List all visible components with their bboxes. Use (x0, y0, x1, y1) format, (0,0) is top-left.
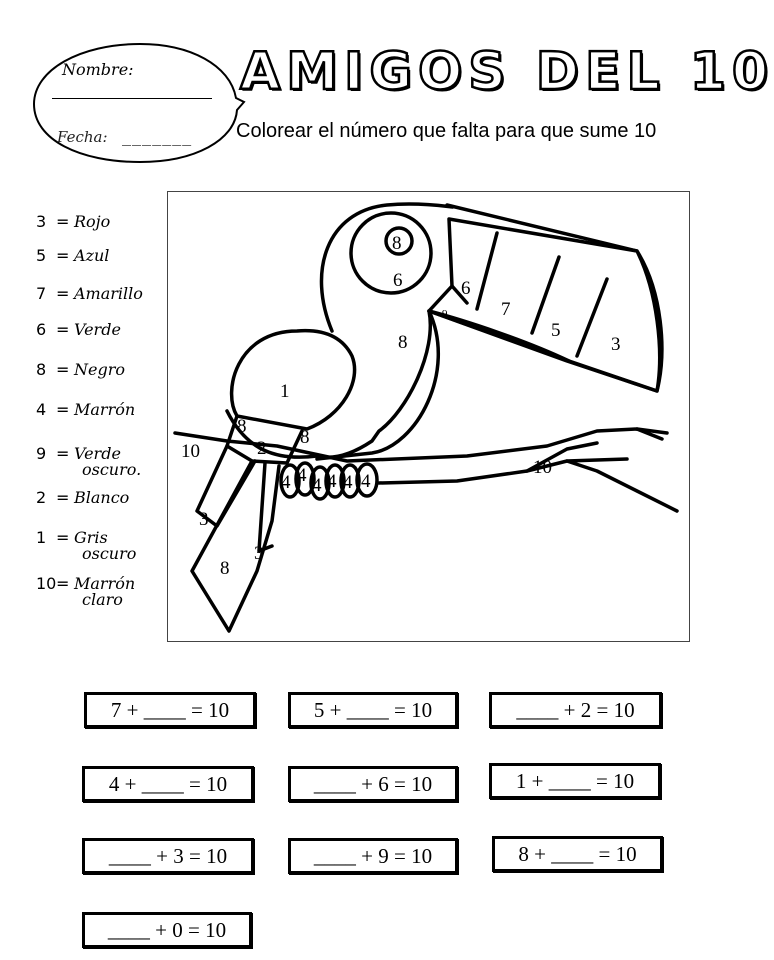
legend-equals: = (56, 488, 70, 507)
date-label: Fecha: (57, 128, 108, 146)
name-field[interactable] (52, 98, 212, 99)
legend-equals: = (56, 284, 70, 303)
legend-number: 1 (36, 528, 47, 547)
region-label: 4 (361, 471, 371, 492)
legend-item (36, 530, 136, 562)
legend-equals: = (56, 212, 70, 231)
legend-number: 6 (36, 320, 47, 339)
exercise-box[interactable]: 7 + ____ = 10 (84, 692, 256, 728)
exercise-box[interactable]: ____ + 9 = 10 (288, 838, 458, 874)
legend-item (36, 362, 125, 378)
legend-color: Negro (74, 360, 125, 379)
legend-number: 7 (36, 284, 47, 303)
legend-equals: = (56, 400, 70, 419)
region-label: 5 (551, 320, 561, 341)
legend-color: Rojo (74, 212, 111, 231)
name-date-bubble (30, 40, 245, 165)
legend-color: Blanco (74, 488, 130, 507)
page-title: AMIGOS DEL 10 (240, 42, 774, 102)
legend-color-line2: oscuro. (82, 460, 142, 479)
legend-number: 2 (36, 488, 47, 507)
legend-item (36, 214, 110, 230)
legend-item (36, 322, 121, 338)
legend-number: 3 (36, 212, 47, 231)
exercise-box[interactable]: ____ + 3 = 10 (82, 838, 254, 874)
legend-color: Azul (74, 246, 110, 265)
legend-color: Verde (74, 320, 121, 339)
legend-number: 4 (36, 400, 47, 419)
region-label: 4 (297, 465, 307, 486)
region-label: 4 (281, 472, 291, 493)
legend-item (36, 286, 143, 302)
legend-equals: = (56, 360, 70, 379)
region-label: 4 (343, 472, 353, 493)
legend-color: Verde (74, 444, 121, 463)
legend-item (36, 446, 141, 478)
region-label: 2 (257, 438, 267, 459)
legend-equals: = (56, 574, 70, 593)
exercise-box[interactable]: 8 + ____ = 10 (492, 836, 663, 872)
chest-shape (232, 331, 355, 429)
region-label: 4 (327, 471, 337, 492)
region-label: 10 (533, 457, 552, 478)
region-label: 8 (398, 332, 408, 353)
region-label: 3 (254, 543, 264, 564)
legend-item (36, 402, 135, 418)
legend-number: 8 (36, 360, 47, 379)
region-label: 1 (280, 381, 290, 402)
legend-equals: = (56, 528, 70, 547)
legend-number: 5 (36, 246, 47, 265)
beak-upper (429, 219, 662, 391)
legend-equals: = (56, 246, 70, 265)
legend-color-line2: claro (82, 590, 123, 609)
region-label: 9 (442, 308, 448, 320)
legend-item (36, 490, 129, 506)
exercise-box[interactable]: ____ + 6 = 10 (288, 766, 458, 802)
toucan-drawing[interactable] (167, 191, 690, 642)
region-label: 4 (312, 475, 322, 496)
exercise-box[interactable]: ____ + 0 = 10 (82, 912, 252, 948)
exercise-box[interactable]: 1 + ____ = 10 (489, 763, 661, 799)
legend-equals: = (56, 320, 70, 339)
date-field[interactable]: _______ (122, 128, 193, 146)
instruction-text: Colorear el número que falta para que sume 10 (236, 120, 657, 142)
region-label: 10 (181, 441, 200, 462)
exercise-box[interactable]: ____ + 2 = 10 (489, 692, 662, 728)
region-label: 6 (461, 278, 471, 299)
name-label: Nombre: (62, 60, 134, 79)
region-label: 8 (237, 416, 247, 437)
legend-color: Marrón (74, 400, 136, 419)
legend-equals: = (56, 444, 70, 463)
legend-color-line2: oscuro (82, 544, 137, 563)
region-label: 6 (393, 270, 403, 291)
region-label: 8 (220, 558, 230, 579)
region-label: 8 (300, 427, 310, 448)
legend-color: Marrón (74, 574, 136, 593)
region-label: 3 (199, 509, 209, 530)
region-label: 8 (392, 233, 402, 254)
region-label: 3 (611, 334, 621, 355)
region-label: 7 (501, 299, 511, 320)
legend-color: Amarillo (74, 284, 143, 303)
exercise-box[interactable]: 5 + ____ = 10 (288, 692, 458, 728)
exercise-box[interactable]: 4 + ____ = 10 (82, 766, 254, 802)
legend-number: 9 (36, 444, 47, 463)
legend-item (36, 576, 135, 608)
legend-item (36, 248, 109, 264)
legend-color: Gris (74, 528, 108, 547)
legend-number: 10 (36, 574, 57, 593)
